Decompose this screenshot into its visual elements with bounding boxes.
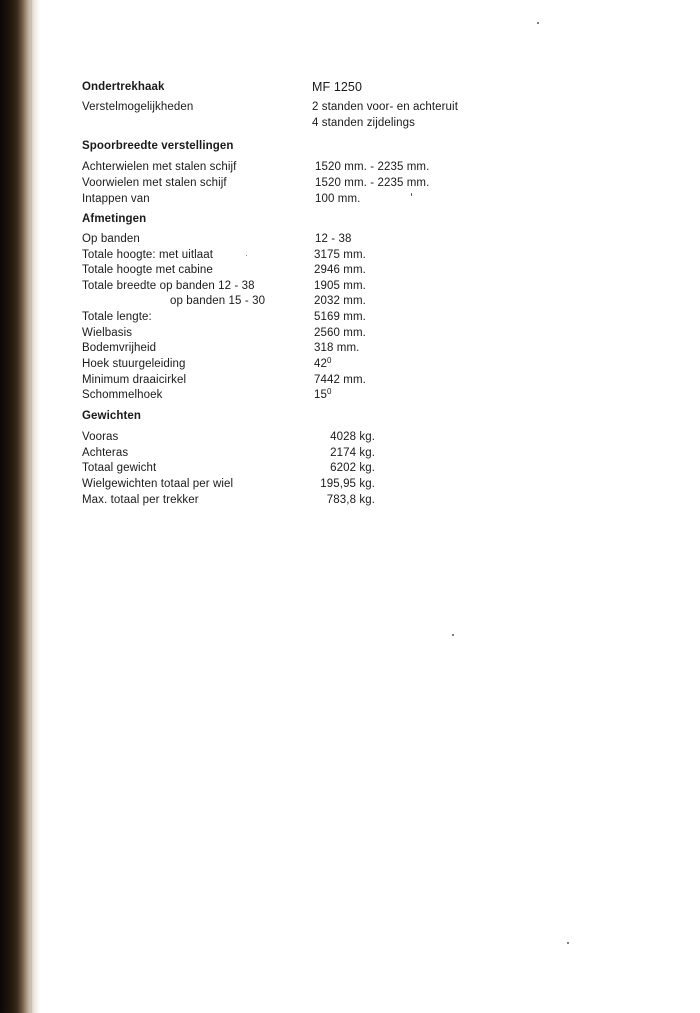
verstel-value-1: 2 standen voor- en achteruit	[312, 101, 458, 113]
gew-row-label: Achteras	[82, 447, 129, 459]
gew-row-value: 6202 kg.	[330, 462, 375, 474]
afm-row-label: Totale hoogte: met uitlaat	[82, 249, 214, 261]
gew-row-label: Totaal gewicht	[82, 462, 157, 474]
spoor-row-label: Intappen van	[82, 193, 150, 205]
afm-row-value: $15^0$	[314, 387, 332, 401]
afm-row-label: Totale breedte op banden 12 - 38	[82, 280, 255, 292]
afm-row-label: Schommelhoek	[82, 389, 163, 401]
paper-speck	[567, 942, 569, 944]
afm-row-value: 318 mm.	[314, 342, 360, 354]
afm-row-value: 5169 mm.	[314, 311, 366, 323]
degree-superscript: 0	[327, 356, 332, 365]
paper-speck	[411, 193, 412, 196]
afm-row-label: Minimum draaicirkel	[82, 374, 187, 386]
afm-row-label: Totale lengte:	[82, 311, 152, 323]
afm-row-value: 3175 mm.	[314, 249, 366, 261]
gew-row-label: Wielgewichten totaal per wiel	[82, 478, 234, 490]
spoor-heading: Spoorbreedte verstellingen	[82, 140, 234, 152]
afm-row-label: Totale hoogte met cabine	[82, 264, 213, 276]
header-label: Ondertrekhaak	[82, 81, 165, 93]
verstel-value-2: 4 standen zijdelings	[312, 117, 416, 129]
afm-row-value: 7442 mm.	[314, 374, 366, 386]
paper-speck	[246, 255, 247, 256]
afmetingen-heading: Afmetingen	[82, 213, 147, 225]
gew-row-value: 2174 kg.	[330, 447, 375, 459]
afm-row-label: Bodemvrijheid	[82, 342, 157, 354]
degree-superscript: 0	[327, 387, 332, 396]
gew-row-label: Vooras	[82, 431, 119, 443]
spoor-row-value: 100 mm.	[315, 193, 361, 205]
gew-row-value: 4028 kg.	[330, 431, 375, 443]
afm-row-label: Op banden	[82, 233, 140, 245]
paper-speck	[452, 634, 454, 636]
afm-row-value: 12 - 38	[315, 233, 352, 245]
verstel-label: Verstelmogelijkheden	[82, 101, 194, 113]
paper-speck	[537, 22, 539, 24]
afm-row-value: 2560 mm.	[314, 327, 366, 339]
header-value: MF 1250	[312, 80, 363, 94]
spoor-row-value: 1520 mm. - 2235 mm.	[315, 161, 430, 173]
spoor-row-value: 1520 mm. - 2235 mm.	[315, 177, 430, 189]
gew-row-value: 783,8 kg.	[326, 494, 375, 506]
afm-row-label: Hoek stuurgeleiding	[82, 358, 186, 370]
gew-row-value: 195,95 kg.	[320, 478, 375, 490]
afm-row-value: 2032 mm.	[314, 295, 366, 307]
gew-row-label: Max. totaal per trekker	[82, 494, 199, 506]
afm-row-label: Wielbasis	[82, 327, 133, 339]
gewichten-heading: Gewichten	[82, 410, 142, 422]
spoor-row-label: Voorwielen met stalen schijf	[82, 177, 227, 189]
afm-row-value: $42^0$	[314, 356, 332, 370]
afm-row-value: 1905 mm.	[314, 280, 366, 292]
afm-row-label: op banden 15 - 30	[170, 295, 266, 307]
spoor-row-label: Achterwielen met stalen schijf	[82, 161, 237, 173]
afm-row-value: 2946 mm.	[314, 264, 366, 276]
